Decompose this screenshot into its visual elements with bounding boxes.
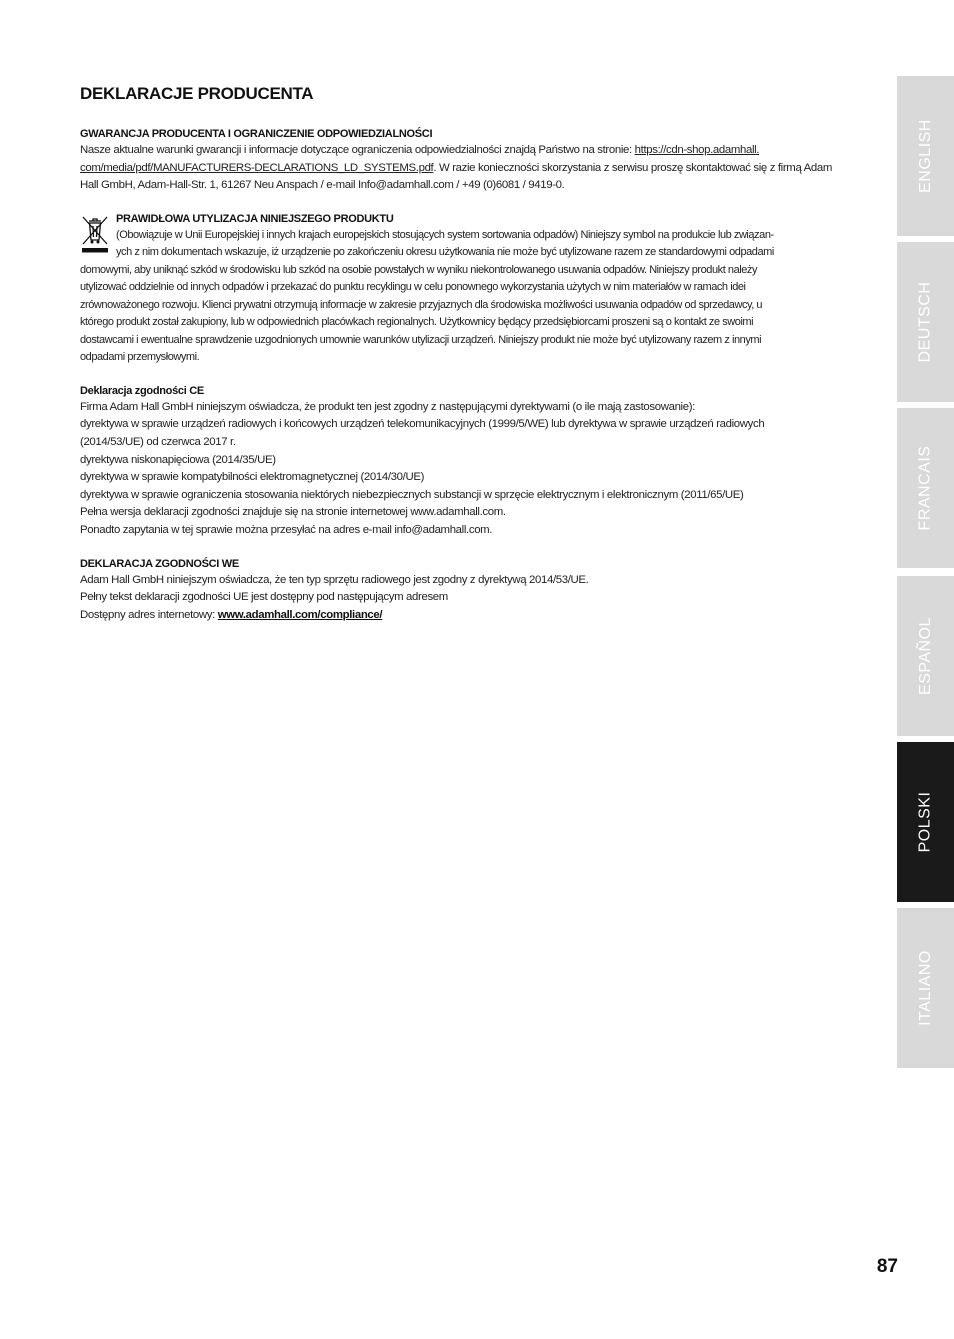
we-line: Adam Hall GmbH niniejszym oświadcza, że ten typ sprzętu radiowego jest zgodny z dyrektywą 2014/53/UE. <box>80 573 589 586</box>
ce-line: dyrektywa w sprawie urządzeń radiowych i końcowych urządzeń telekomunikacyjnych (1999/5/WE) lub dyrektywa w sprawie urządzeń radiowych <box>80 418 765 431</box>
disposal-heading: PRAWIDŁOWA UTYLIZACJA NINIEJSZEGO PRODUKTU <box>116 212 394 225</box>
ce-heading: Deklaracja zgodności CE <box>80 384 204 397</box>
ce-line: (2014/53/UE) od czerwca 2017 r. <box>80 435 236 448</box>
disposal-line: odpadami przemysłowymi. <box>80 351 200 364</box>
warranty-heading: GWARANCJA PRODUCENTA I OGRANICZENIE ODPOWIEDZIALNOŚCI <box>80 128 433 140</box>
ce-line: dyrektywa w sprawie ograniczenia stosowania niektórych niebezpiecznych substancji w sprzęcie elektrycznym i elektronicznym (2011/65/UE) <box>80 488 744 501</box>
tab-espanol[interactable] <box>897 576 954 736</box>
ce-line: dyrektywa w sprawie kompatybilności elektromagnetycznej (2014/30/UE) <box>80 471 425 484</box>
disposal-section <box>80 213 876 367</box>
disposal-line: utylizować oddzielnie od innych odpadów i przekazać do punktu recyklingu w celu ponownego wykorzystania użytych w nim materiałów w ramach idei <box>80 281 746 294</box>
tab-italiano[interactable] <box>897 908 954 1068</box>
tab-label: POLSKI <box>916 791 934 853</box>
disposal-line: zrównoważonego rozwoju. Klienci prywatni otrzymują informacje w zakresie przyjaznych dla środowiska możliwości usuwania odpadów od sprzedawcy, u <box>80 298 763 311</box>
tab-english[interactable] <box>897 76 954 236</box>
ce-line: dyrektywa niskonapięciowa (2014/35/UE) <box>80 453 276 466</box>
we-heading: DEKLARACJA ZGODNOŚCI WE <box>80 557 239 570</box>
disposal-text <box>80 227 876 367</box>
disposal-line: dostawcami i ewentualne sprawdzenie uzgodnionych umownie warunków utylizacji urządzeń. Niniejszy produkt nie może być utylizowany razem z innymi <box>80 333 762 346</box>
disposal-line: domowymi, aby uniknąć szkód w środowisku lub szkód na osobie powstałych w wyniku niekontrolowanego usuwania odpadów. Niniejszy produkt należy <box>80 263 757 276</box>
we-section <box>80 558 876 625</box>
tab-deutsch[interactable] <box>897 242 954 402</box>
disposal-line: którego produkt został zakupiony, lub w odpowiednich placówkach regionalnych. Użytkownicy będący przedsiębiorcami proszeni są o kontakt ze swoimi <box>80 316 754 329</box>
tab-polski[interactable] <box>897 742 954 902</box>
warranty-contact-line: Hall GmbH, Adam-Hall-Str. 1, 61267 Neu Anspach / e-mail Info@adamhall.com / +49 (0)6081 / 9419-0. <box>80 179 565 192</box>
warranty-section <box>80 128 876 195</box>
page-number: 87 <box>876 1256 898 1277</box>
warranty-text <box>80 142 876 195</box>
warranty-link-part-1[interactable]: https://cdn-shop.adamhall. <box>634 144 760 156</box>
ce-line: Ponadto zapytania w tej sprawie można przesyłać na adres e-mail info@adamhall.com. <box>80 523 493 536</box>
ce-line: Firma Adam Hall GmbH niniejszym oświadcza, że produkt ten jest zgodny z następującymi dyrektywami (o ile mają zastosowanie): <box>80 400 695 413</box>
warranty-link-part-2[interactable]: com/media/pdf/MANUFACTURERS-DECLARATIONS_LD_SYSTEMS.pdf <box>80 161 434 174</box>
tab-label: ESPAÑOL <box>916 617 934 695</box>
tab-francais[interactable] <box>897 408 954 568</box>
language-tabs <box>897 0 954 1339</box>
we-line: Pełny tekst deklaracji zgodności UE jest dostępny pod następującym adresem <box>80 591 448 604</box>
ce-line: Pełna wersja deklaracji zgodności znajduje się na stronie internetowej www.adamhall.com. <box>80 506 506 519</box>
disposal-line: (Obowiązuje w Unii Europejskiej i innych krajach europejskich stosujących system sortowania odpadów) Niniejszy symbol na produkcie lub związan- <box>116 228 774 241</box>
page-title: DEKLARACJE PRODUCENTA <box>80 84 314 103</box>
disposal-line: ych z nim dokumentach wskazuje, iż urządzenie po zakończeniu okresu użytkowania nie może być utylizowane razem ze standardowymi odpadami <box>116 246 774 259</box>
weee-crossed-bin-icon <box>80 213 110 253</box>
page-content <box>80 84 876 642</box>
we-text <box>80 572 876 625</box>
tab-label: ENGLISH <box>916 119 934 193</box>
tab-label: DEUTSCH <box>916 281 934 363</box>
ce-section <box>80 385 876 540</box>
tab-label: ITALIANO <box>916 950 934 1026</box>
warranty-text-line-1: Nasze aktualne warunki gwarancji i informacje dotyczące ograniczenia odpowiedzialności znajdą Państwo na stronie: <box>80 144 635 156</box>
tab-label: FRANCAIS <box>916 445 934 531</box>
ce-text <box>80 399 876 540</box>
compliance-link[interactable]: www.adamhall.com/compliance/ <box>217 608 383 621</box>
warranty-text-line-2: . W razie konieczności skorzystania z serwisu proszę skontaktować się z firmą Adam <box>433 161 832 174</box>
we-address-label: Dostępny adres internetowy: <box>80 608 218 621</box>
